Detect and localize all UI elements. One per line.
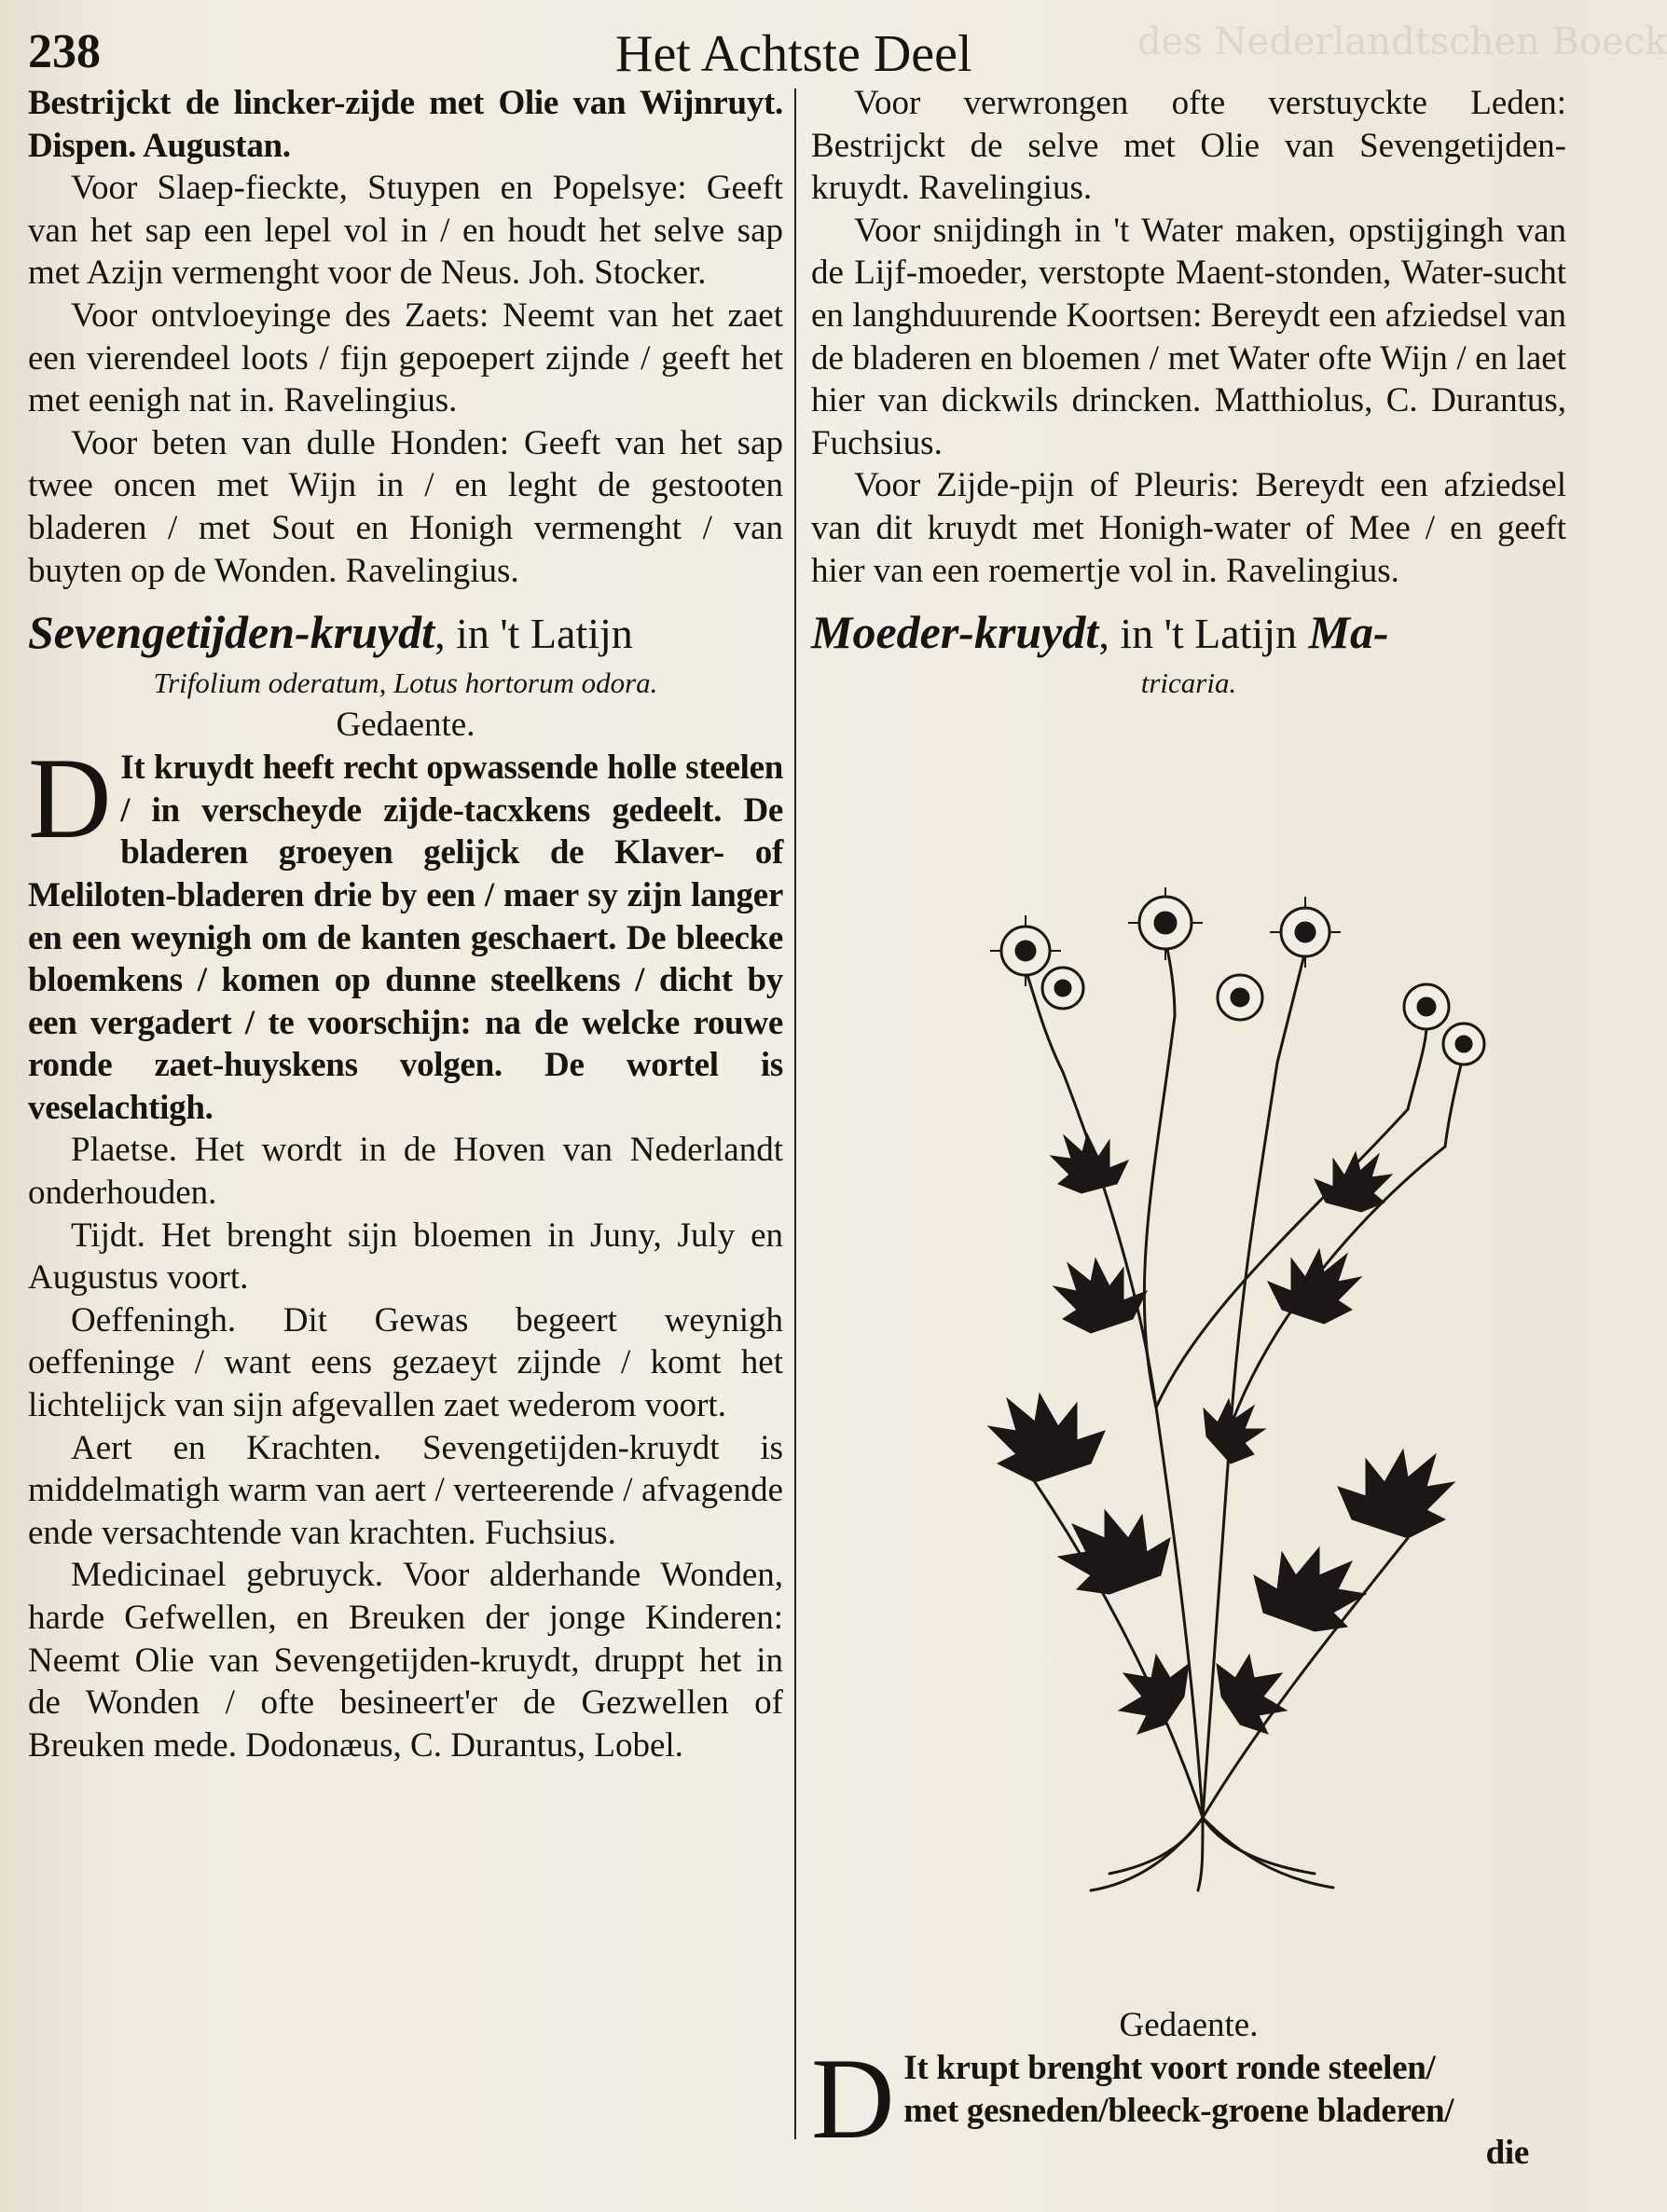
- paragraph-tijdt: Tijdt. Het brenght sijn bloemen in Juny, July en Augustus voort.: [28, 1216, 783, 1298]
- paragraph: Voor beten van dulle Honden: Geeft van het sap twee oncen met Wijn in / en leght de gestooten bladeren / met Sout en Honigh vermenght / van buyten op de Wonden. Ravelingius.: [28, 423, 783, 590]
- drop-cap: D: [811, 2035, 895, 2163]
- paragraph: Voor snijdingh in 't Water maken, opstijgingh van de Lijf-moeder, verstopte Maent-stonden, Water-sucht en langhduurende Koortsen: Bereydt een afziedsel van de bladeren en bloemen / met Water ofte Wijn / en laet hier van dickwils drincken. Matthiolus, C. Durantus, Fuchsius.: [811, 211, 1566, 462]
- flower-head: [1404, 984, 1449, 1029]
- gedaente-label: Gedaente.: [336, 706, 475, 745]
- paragraph: Voor Slaep-fieckte, Stuypen en Popelsye: Geeft van het sap een lepel vol in / en houdt het selve sap met Azijn vermenght voor de Neus. Joh. Stocker.: [28, 169, 783, 293]
- bleed-through-text: des Nederlandtschen Boeck: [1137, 21, 1667, 63]
- flower-head: [1139, 897, 1192, 949]
- paragraph-medicinael: Medicinael gebruyck. Voor alderhande Wonden, harde Gefwellen, en Breuken der jonge Kinderen: Neemt Olie van Sevengetijden-kruydt, druppt het in de Wonden / ofte besineert'er de Gezwellen of Breuken mede. Dodonæus, C. Durantus, Lobel.: [28, 1556, 783, 1765]
- latin-names: Trifolium oderatum, Lotus hortorum odora.: [153, 666, 658, 700]
- plant-woodcut-illustration: [923, 886, 1482, 1892]
- page-number: 238: [28, 25, 101, 78]
- column-divider: [794, 89, 796, 2139]
- flower-head: [1281, 908, 1329, 956]
- paragraph: Voor verwrongen ofte verstuyckte Leden: Bestrijckt de selve met Olie van Sevengetijden-kruydt. Ravelingius.: [811, 84, 1566, 208]
- left-column: [28, 82, 783, 1766]
- right-column-lower: [811, 2004, 1566, 2175]
- description-text: It kruydt heeft recht opwassende holle steelen / in verscheyde zijde-tacxkens gedeelt. De bladeren groeyen gelijck de Klaver- of Meliloten-bladeren drie by een / maer sy zijn langer en een weynigh om de kanten geschaert. De bleecke bloemkens / komen op dunne steelkens / dicht by een vergadert / te voorschijn: na de welcke rouwe ronde zaet-huyskens volgen. De wortel is veselachtigh.: [28, 749, 783, 1127]
- flower-head: [1218, 975, 1262, 1020]
- catchword: die: [1485, 2134, 1529, 2173]
- heading-latin-name: Ma-: [1308, 606, 1389, 659]
- flower-head: [1443, 1024, 1484, 1065]
- paragraph-plaetse: Plaetse. Het wordt in de Hoven van Nederlandt onderhouden.: [28, 1131, 783, 1213]
- paragraph: Bestrijckt de lincker-zijde met Olie van Wijnruyt. Dispen. Augustan.: [28, 84, 783, 165]
- heading-plant-name: Moeder-kruydt: [811, 606, 1099, 659]
- section-heading: [811, 603, 1566, 663]
- paragraph: Voor ontvloeyinge des Zaets: Neemt van het zaet een vierendeel loots / fijn gepoepert zijnde / geeft het met eenigh nat in. Ravelingius.: [28, 295, 783, 420]
- flower-head: [1001, 927, 1050, 975]
- flower-head: [1042, 968, 1083, 1009]
- paragraph-aert: Aert en Krachten. Sevengetijden-kruydt is middelmatigh warm van aert / verteerende / afvagende ende versachtende van krachten. Fuchsius.: [28, 1428, 783, 1552]
- heading-latin-name-cont: tricaria.: [1140, 666, 1237, 700]
- description-paragraph: [28, 735, 783, 1129]
- heading-latin-intro: , in 't Latijn: [1098, 610, 1298, 658]
- right-column: [811, 82, 1566, 704]
- page-header: [28, 17, 1557, 82]
- description-line: It krupt brenght voort ronde steelen/: [903, 2049, 1436, 2087]
- description-paragraph: [811, 2035, 1566, 2175]
- heading-latin-intro: , in 't Latijn: [434, 610, 633, 658]
- drop-cap: D: [28, 735, 112, 863]
- paragraph: Voor Zijde-pijn of Pleuris: Bereydt een afziedsel van dit kruydt met Honigh-water of Mee / en geeft hier van een roemertje vol in. Ravelingius.: [811, 466, 1566, 590]
- section-heading: [28, 603, 783, 663]
- gedaente-label: Gedaente.: [1119, 2006, 1259, 2044]
- description-line: met gesneden/bleeck-groene bladeren/: [903, 2091, 1454, 2130]
- running-head: Het Achtste Deel: [615, 25, 972, 83]
- paragraph-oeffeningh: Oeffeningh. Dit Gewas begeert weynigh oeffeninge / want eens gezaeyt zijnde / komt het lichtelijck van sijn afgevallen zaet wederom voort.: [28, 1300, 783, 1425]
- heading-plant-name: Sevengetijden-kruydt: [28, 606, 435, 659]
